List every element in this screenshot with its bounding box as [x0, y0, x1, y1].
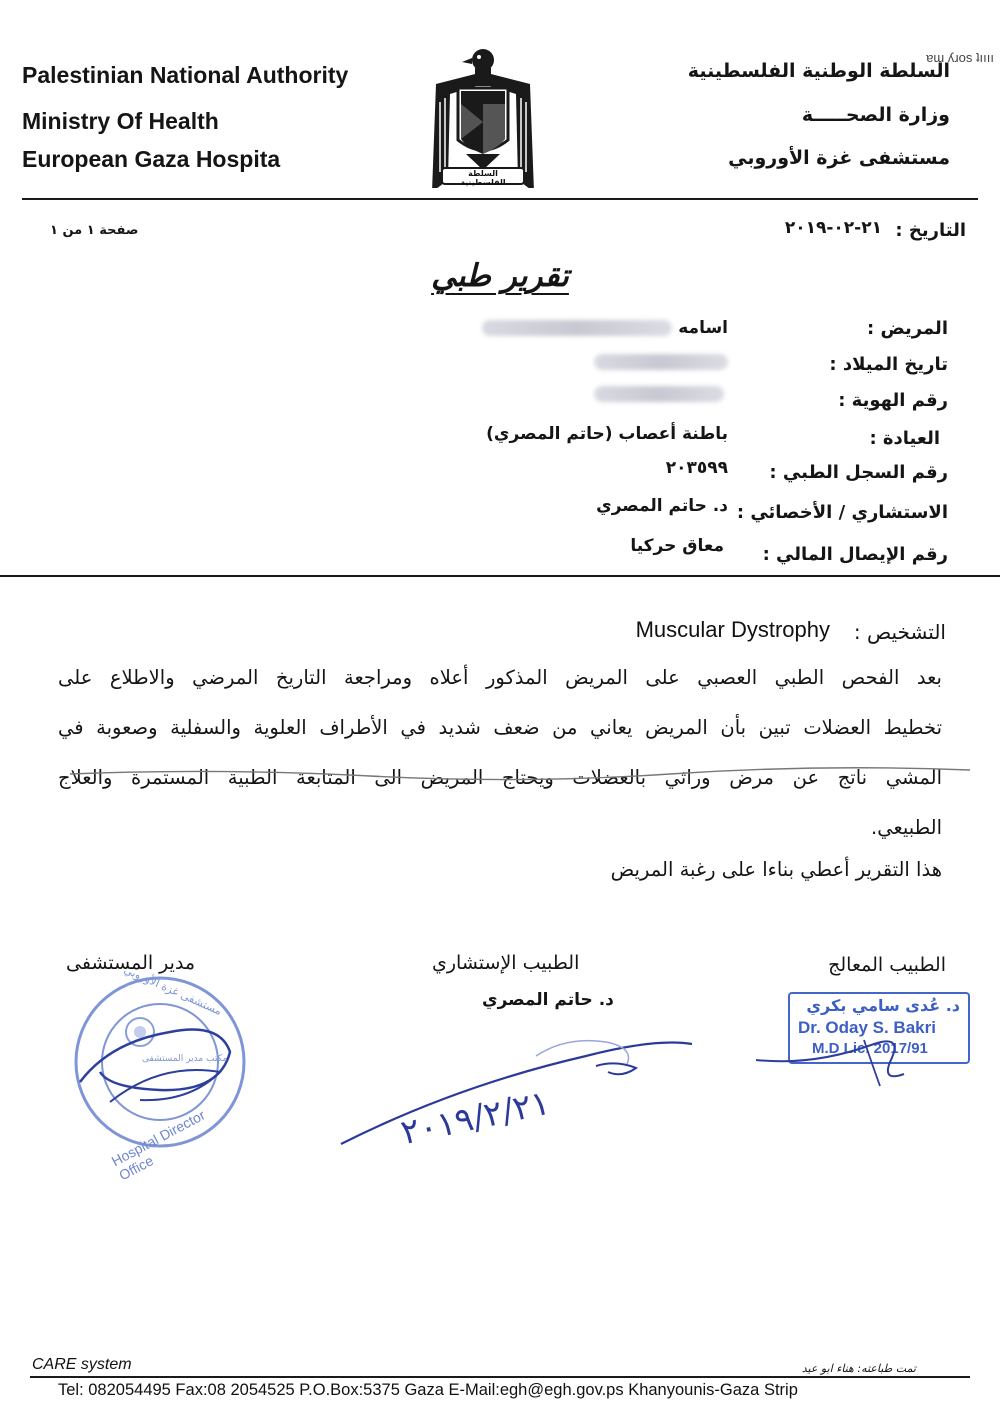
footer-typed-by: تمت طباعته: هناء ابو عيد — [801, 1362, 916, 1375]
corner-mark: ɐɯ ʎɹos ʇıııı — [926, 50, 994, 65]
consultant-value: د. حاتم المصري — [596, 496, 728, 516]
header-ministry-en: Ministry Of Health — [22, 108, 219, 134]
report-body-line-3: المشي ناتج عن مرض وراثي بالعضلات ويحتاج المريض الى المتابعة الطبية المستمرة والعلاج — [58, 766, 942, 789]
treating-title: الطبيب المعالج — [828, 954, 946, 976]
report-body-line-5: هذا التقرير أعطي بناءا على رغبة المريض — [610, 858, 942, 881]
page-counter: صفحة ١ من ١ — [50, 223, 139, 238]
header-authority-en: Palestinian National Authority — [22, 62, 349, 88]
report-body-line-4: الطبيعي. — [871, 816, 942, 839]
treating-signature — [754, 1004, 954, 1094]
patient-value: اسامه — [678, 318, 728, 338]
director-title: مدير المستشفى — [66, 952, 196, 974]
clinic-value: باطنة أعصاب (حاتم المصري) — [486, 424, 728, 444]
date-value: ٢١-٠٢-٢٠١٩ — [784, 218, 882, 238]
emblem-scroll-text: السلطة الفلسطينية — [460, 169, 506, 187]
treating-stamp-ar-name: د. عُدى سامي بكري — [806, 996, 960, 1015]
eagle-emblem-icon — [428, 42, 538, 188]
record-value: ٢٠٣٥٩٩ — [665, 458, 728, 478]
header-authority-ar: السلطة الوطنية الفلسطينية — [687, 60, 950, 82]
redacted-dob — [594, 354, 728, 370]
receipt-value: معاق حركيا — [630, 536, 724, 556]
consultant-title: الطبيب الإستشاري — [432, 952, 580, 974]
director-stamp-text: Hospital Director Office — [108, 1106, 208, 1184]
id-label: رقم الهوية : — [838, 390, 948, 411]
diagnosis-label: التشخيص : — [853, 620, 946, 644]
date-label: التاريخ : — [895, 220, 966, 241]
fields-divider — [0, 575, 1000, 577]
handwritten-date: ٢٠١٩/٢/٢١ — [397, 1082, 554, 1154]
header-hospital-ar: مستشفى غزة الأوروبي — [728, 147, 950, 169]
report-body-line-1: بعد الفحص الطبي العصبي على المريض المذكور أعلاه ومراجعة التاريخ المرضي والاطلاع على — [58, 666, 942, 689]
treating-stamp-en-name: Dr. Oday S. Bakri — [798, 1018, 936, 1037]
patient-label: المريض : — [867, 318, 948, 339]
clinic-label: العيادة : — [869, 428, 940, 449]
header-hospital-en: European Gaza Hospita — [22, 146, 281, 172]
consultant-label: الاستشاري / الأخصائي : — [736, 502, 948, 523]
report-title-text: تقرير طبي — [431, 258, 569, 294]
header-divider — [22, 198, 978, 200]
receipt-label: رقم الإيصال المالي : — [762, 544, 948, 565]
record-label: رقم السجل الطبي : — [769, 462, 948, 483]
report-body-line-2: تخطيط العضلات تبين بأن المريض يعاني من ضعف شديد في الأطراف العلوية والسفلية وصعوبة في — [58, 716, 942, 739]
footer-contact: Tel: 082054495 Fax:08 2054525 P.O.Box:5375 Gaza E-Mail:egh@egh.gov.ps Khanyounis-Gaza Strip — [58, 1381, 798, 1399]
director-stamp-ar: مستشفى غزة الأوروبي — [121, 963, 224, 1018]
report-title — [0, 258, 1000, 294]
header-ministry-ar: وزارة الصحـــــة — [801, 104, 950, 126]
redacted-patient-name — [482, 320, 672, 336]
footer-divider — [30, 1376, 970, 1378]
director-stamp-inner: مكتب مدير المستشفى — [142, 1054, 228, 1064]
treating-stamp-license: M.D Lic. 2017/91 — [812, 1040, 928, 1057]
paper-fold-mark — [70, 766, 970, 788]
dob-label: تاريخ الميلاد : — [829, 354, 948, 375]
director-stamp — [70, 963, 250, 1184]
redacted-id — [594, 386, 724, 402]
consultant-signature-name: د. حاتم المصري — [482, 990, 614, 1010]
footer-system: CARE system — [32, 1356, 132, 1373]
diagnosis-value: Muscular Dystrophy — [635, 617, 830, 642]
consultant-signature — [336, 1016, 696, 1156]
